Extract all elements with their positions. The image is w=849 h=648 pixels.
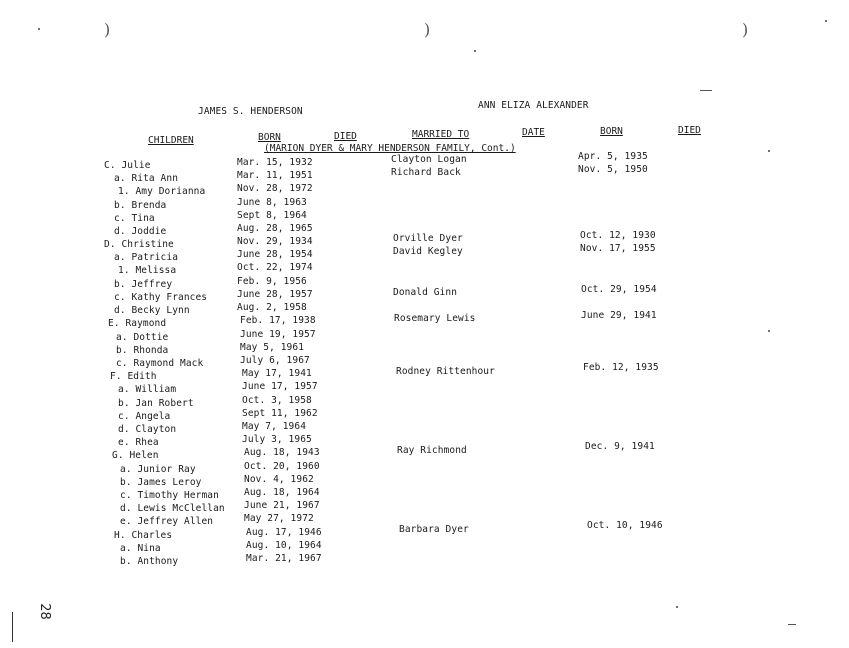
- child-born: Oct. 20, 1960: [244, 461, 320, 472]
- child-born: May 5, 1961: [240, 342, 305, 353]
- child-born: July 6, 1967: [240, 355, 310, 366]
- col-spouse-died: DIED: [678, 125, 701, 136]
- punch-mark-right: ): [742, 20, 749, 39]
- child-name: d. Joddie: [114, 226, 167, 237]
- spouse-name: Barbara Dyer: [399, 524, 469, 535]
- child-born: Mar. 15, 1932: [237, 157, 313, 168]
- child-name: c. Kathy Frances: [114, 292, 208, 303]
- scan-speck: [768, 150, 770, 152]
- child-name: a. William: [118, 384, 177, 395]
- child-name: c. Tina: [114, 213, 155, 224]
- child-name: H. Charles: [114, 530, 173, 541]
- scan-speck: [825, 20, 827, 22]
- col-born: BORN: [258, 132, 281, 143]
- col-spouse-born: BORN: [600, 126, 623, 137]
- punch-mark-left: ): [104, 20, 111, 39]
- child-name: e. Jeffrey Allen: [120, 516, 214, 527]
- child-name: c. Raymond Mack: [116, 358, 204, 369]
- child-born: Oct. 3, 1958: [242, 395, 312, 406]
- child-born: Aug. 18, 1943: [244, 447, 320, 458]
- child-born: Aug. 18, 1964: [244, 487, 320, 498]
- punch-mark-center: ): [424, 20, 431, 39]
- child-name: a. Patricia: [114, 252, 179, 263]
- child-born: Nov. 29, 1934: [237, 236, 313, 247]
- spouse-born: Nov. 17, 1955: [580, 243, 656, 254]
- child-born: May 27, 1972: [244, 513, 314, 524]
- spouse-born: Feb. 12, 1935: [583, 362, 659, 373]
- spouse-name: Donald Ginn: [393, 287, 458, 298]
- child-name: b. Rhonda: [116, 345, 169, 356]
- child-born: Nov. 4, 1962: [244, 474, 314, 485]
- family-line: (MARION DYER & MARY HENDERSON FAMILY, Cont.): [264, 143, 516, 154]
- child-born: June 21, 1967: [244, 500, 320, 511]
- spouse-born: Oct. 10, 1946: [587, 520, 663, 531]
- child-name: d. Lewis McClellan: [120, 503, 225, 514]
- child-name: b. Jan Robert: [118, 398, 194, 409]
- spouse-born: Oct. 29, 1954: [581, 284, 657, 295]
- child-born: Mar. 11, 1951: [237, 170, 313, 181]
- child-born: May 17, 1941: [242, 368, 312, 379]
- child-name: d. Clayton: [118, 424, 177, 435]
- child-born: June 28, 1957: [237, 289, 313, 300]
- col-children: CHILDREN: [148, 135, 194, 146]
- spouse-name: Ray Richmond: [397, 445, 467, 456]
- spouse-born: Oct. 12, 1930: [580, 230, 656, 241]
- child-born: Aug. 10, 1964: [246, 540, 322, 551]
- child-born: June 8, 1963: [237, 197, 307, 208]
- child-name: D. Christine: [104, 239, 174, 250]
- child-born: June 17, 1957: [242, 381, 318, 392]
- spouse-born: Nov. 5, 1950: [578, 164, 648, 175]
- wife-name: ANN ELIZA ALEXANDER: [478, 100, 589, 111]
- child-born: Sept 8, 1964: [237, 210, 307, 221]
- child-born: Feb. 17, 1938: [240, 315, 316, 326]
- col-date: DATE: [522, 127, 545, 138]
- spouse-born: Apr. 5, 1935: [578, 151, 648, 162]
- child-name: b. Brenda: [114, 200, 167, 211]
- col-died: DIED: [334, 131, 357, 142]
- child-born: Sept 11, 1962: [242, 408, 318, 419]
- child-born: Feb. 9, 1956: [237, 276, 307, 287]
- child-name: 1. Melissa: [118, 265, 177, 276]
- spouse-name: Richard Back: [391, 167, 461, 178]
- col-married-to: MARRIED TO: [412, 129, 470, 140]
- child-name: a. Nina: [120, 543, 161, 554]
- scan-speck: [676, 606, 678, 608]
- husband-name: JAMES S. HENDERSON: [198, 106, 303, 117]
- child-name: b. James Leroy: [120, 477, 202, 488]
- spouse-name: Rosemary Lewis: [394, 313, 476, 324]
- child-born: May 7, 1964: [242, 421, 307, 432]
- scan-dash: [788, 624, 796, 625]
- child-name: b. Anthony: [120, 556, 179, 567]
- child-born: July 3, 1965: [242, 434, 312, 445]
- scan-speck: [38, 28, 40, 30]
- child-born: Aug. 28, 1965: [237, 223, 313, 234]
- scan-dash: [700, 90, 712, 91]
- child-name: C. Julie: [104, 160, 151, 171]
- child-born: Aug. 2, 1958: [237, 302, 307, 313]
- child-name: a. Junior Ray: [120, 464, 196, 475]
- child-name: F. Edith: [110, 371, 157, 382]
- child-born: June 28, 1954: [237, 249, 313, 260]
- child-name: c. Angela: [118, 411, 171, 422]
- child-born: Oct. 22, 1974: [237, 262, 313, 273]
- child-name: c. Timothy Herman: [120, 490, 219, 501]
- child-born: Mar. 21, 1967: [246, 553, 322, 564]
- child-name: G. Helen: [112, 450, 159, 461]
- spouse-born: Dec. 9, 1941: [585, 441, 655, 452]
- child-name: a. Dottie: [116, 332, 169, 343]
- spouse-name: Rodney Rittenhour: [396, 366, 495, 377]
- scan-speck: [474, 50, 476, 52]
- spouse-born: June 29, 1941: [581, 310, 657, 321]
- child-born: Nov. 28, 1972: [237, 183, 313, 194]
- child-name: E. Raymond: [108, 318, 167, 329]
- spouse-name: David Kegley: [393, 246, 463, 257]
- child-name: d. Becky Lynn: [114, 305, 190, 316]
- child-name: e. Rhea: [118, 437, 159, 448]
- scan-speck: [768, 330, 770, 332]
- child-name: a. Rita Ann: [114, 173, 179, 184]
- child-born: Aug. 17, 1946: [246, 527, 322, 538]
- spouse-name: Clayton Logan: [391, 154, 467, 165]
- left-scan-edge: [12, 612, 13, 642]
- child-name: 1. Amy Dorianna: [118, 186, 206, 197]
- page-number: 28: [36, 603, 52, 620]
- spouse-name: Orville Dyer: [393, 233, 463, 244]
- child-born: June 19, 1957: [240, 329, 316, 340]
- child-name: b. Jeffrey: [114, 279, 173, 290]
